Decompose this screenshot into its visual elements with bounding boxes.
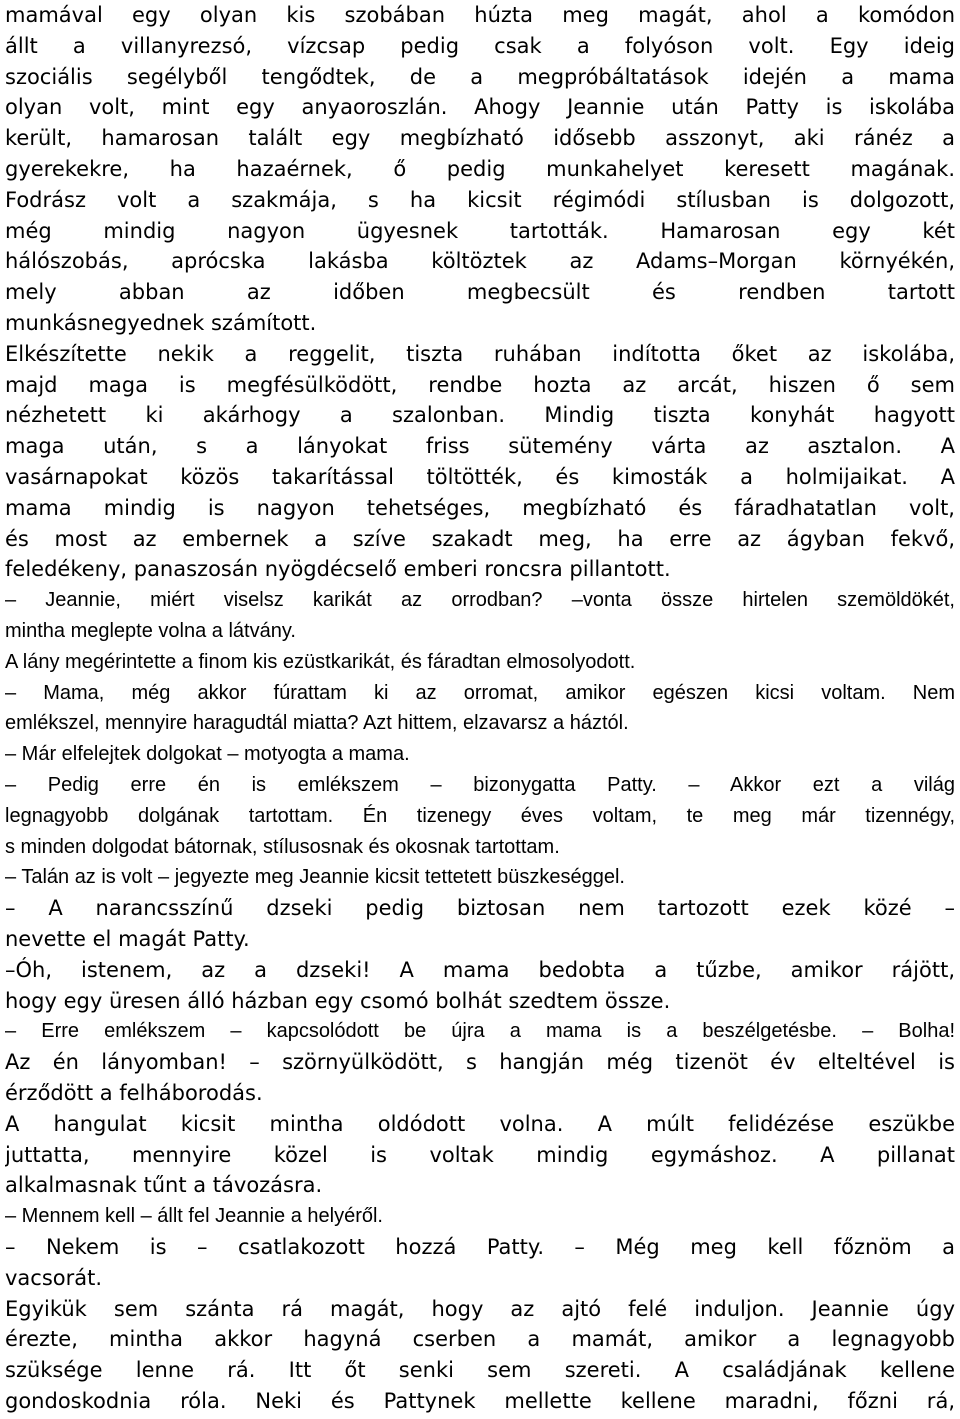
- text-line: állt a villanyrezsó, vízcsap pedig csak a folyóson volt. Egy ideig: [5, 33, 955, 58]
- text-line: maga után, s a lányokat friss sütemény várta az asztalon. A: [5, 434, 955, 459]
- text-line: –Óh, istenem, az a dzseki! A mama bedobta a tűzbe, amikor rájött,: [5, 957, 955, 982]
- text-line: olyan volt, mint egy anyaoroszlán. Ahogy Jeannie után Patty is iskolába: [5, 95, 955, 120]
- text-line: szociális segélyből tengődtek, de a megpróbáltatások idején a mama: [5, 64, 955, 89]
- text-line: gyerekekre, ha hazaérnek, ő pedig munkahelyet keresett magának.: [5, 157, 955, 181]
- text-line: került, hamarosan talált egy megbízható idősebb asszonyt, aki ránéz a: [5, 126, 955, 151]
- text-line: mama mindig is nagyon tehetséges, megbízható és fáradhatatlan volt,: [5, 495, 955, 520]
- text-line: legnagyobb dolgának tartottam. Én tizenegy éves voltam, te meg már tizennégy,: [5, 804, 955, 827]
- text-line: – Jeannie, miért viselsz karikát az orrodban? –vonta össze hirtelen szemöldökét,: [5, 589, 955, 612]
- text-line: – Talán az is volt – jegyezte meg Jeannie kicsit tettetett büszkeséggel.: [5, 866, 625, 889]
- text-line: – Mama, még akkor fúrattam ki az orromat, amikor egészen kicsi voltam. Nem: [5, 681, 955, 704]
- text-line: alkalmasnak tűnt a távozásra.: [5, 1173, 323, 1198]
- text-line: gondoskodnia róla. Neki és Pattynek mellette kellene maradni, főzni rá,: [5, 1389, 955, 1413]
- text-line: vasárnapokat közös takarítással töltötték, és kimosták a holmijaikat. A: [5, 465, 955, 489]
- text-line: és most az embernek a szíve szakadt meg, ha erre az ágyban fekvő,: [5, 526, 955, 551]
- text-line: – Már elfelejtek dolgokat – motyogta a mama.: [5, 743, 410, 766]
- text-line: érződött a felháborodás.: [5, 1081, 263, 1105]
- text-line: feledékeny, panaszosán nyögdécselő emberi roncsra pillantott.: [5, 557, 671, 582]
- text-line: vacsorát.: [5, 1265, 103, 1290]
- text-line: nézhetett ki akárhogy a szalonban. Mindig tiszta konyhát hagyott: [5, 403, 955, 428]
- text-line: érezte, mintha akkor hagyná cserben a mamát, amikor a legnagyobb: [5, 1327, 955, 1352]
- text-line: majd maga is megfésülködött, rendbe hozta az arcát, hiszen ő sem: [5, 372, 955, 397]
- text-line: – Pedig erre én is emlékszem – bizonygatta Patty. – Akkor ezt a világ: [5, 774, 955, 796]
- text-line: Fodrász volt a szakmája, s ha kicsit régimódi stílusban is dolgozott,: [5, 187, 955, 212]
- text-line: nevette el magát Patty.: [5, 927, 250, 951]
- text-line: Az én lányomban! – szörnyülködött, s hangján még tizenöt év elteltével is: [5, 1050, 955, 1075]
- text-line: Elkészítette nekik a reggelit, tiszta ruhában indította őket az iskolába,: [5, 341, 955, 366]
- text-line: mamával egy olyan kis szobában húzta meg magát, ahol a komódon: [5, 3, 955, 27]
- text-line: hogy egy üresen álló házban egy csomó bolhát szedtem össze.: [5, 988, 671, 1013]
- text-line: hálószobás, aprócska lakásba költöztek az Adams–Morgan környékén,: [5, 249, 955, 274]
- text-line: – Erre emlékszem – kapcsolódott be újra a mama is a beszélgetésbe. – Bolha!: [5, 1020, 955, 1043]
- text-line: még mindig nagyon ügyesnek tartották. Hamarosan egy két: [5, 218, 955, 243]
- text-line: Egyikük sem szánta rá magát, hogy az ajtó felé induljon. Jeannie úgy: [5, 1296, 955, 1321]
- text-line: szüksége lenne rá. Itt őt senki sem szereti. A családjának kellene: [5, 1358, 955, 1383]
- text-line: emlékszel, mennyire haragudtál miatta? Azt hittem, elzavarsz a háztól.: [5, 712, 629, 735]
- text-line: A lány megérintette a finom kis ezüstkarikát, és fáradtan elmosolyodott.: [5, 650, 636, 673]
- text-line: munkásnegyednek számított.: [5, 311, 317, 335]
- text-line: – Mennem kell – állt fel Jeannie a helyéről.: [5, 1205, 383, 1228]
- text-line: juttatta, mennyire közel is voltak mindig egymáshoz. A pillanat: [5, 1142, 955, 1167]
- text-line: – Nekem is – csatlakozott hozzá Patty. – Még meg kell főznöm a: [5, 1235, 955, 1259]
- text-line: s minden dolgodat bátornak, stílusosnak és okosnak tartottam.: [5, 835, 560, 858]
- text-line: mintha meglepte volna a látvány.: [5, 620, 296, 642]
- text-line: A hangulat kicsit mintha oldódott volna. A múlt felidézése eszükbe: [5, 1111, 955, 1136]
- text-line: – A narancsszínű dzseki pedig biztosan nem tartozott ezek közé –: [5, 896, 955, 921]
- text-line: mely abban az időben megbecsült és rendben tartott: [5, 280, 955, 305]
